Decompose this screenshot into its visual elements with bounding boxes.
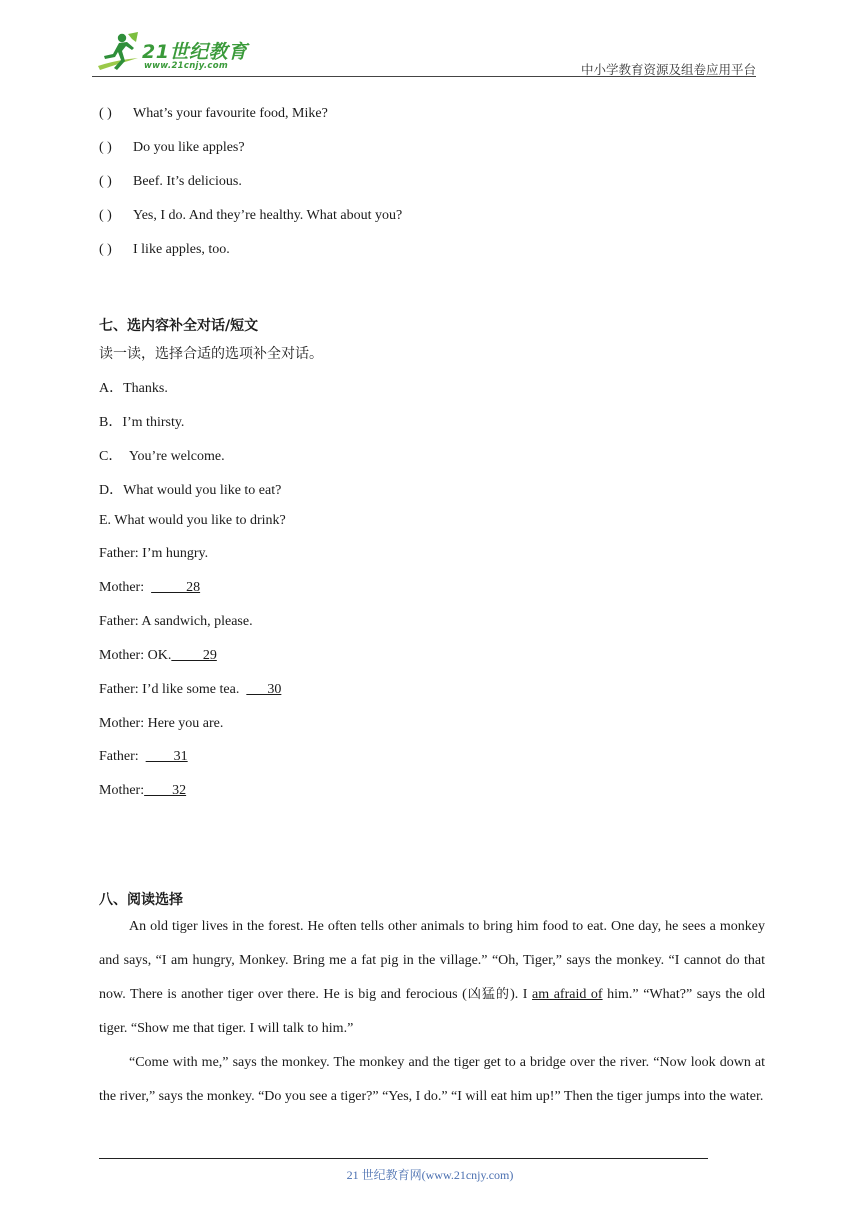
reading-paragraph: [99, 910, 765, 1046]
header-divider: [92, 76, 756, 77]
logo-url: www.21cnjy.com: [144, 61, 228, 71]
option-item: B．I’m thirsty.: [99, 415, 185, 430]
sort-item-text: Beef. It’s delicious.: [133, 174, 242, 189]
page-header: [92, 30, 756, 78]
option-item: C． You’re welcome.: [99, 449, 225, 464]
answer-blank-29[interactable]: 29: [171, 648, 217, 663]
dialogue-line: [99, 749, 188, 765]
paragraph-text: An old tiger lives in the forest. He often tells other animals to bring him food to eat. One day, he sees a monkey and says, “I am hungry, Monkey. Bring me a fat pig in the village.” “Oh, Tiger,” says the monkey. “I cannot do that now. There is another tiger over there. He is big and ferocious (: [99, 919, 765, 1002]
sort-item: [99, 208, 402, 224]
sort-item: [99, 174, 242, 190]
dialogue-speaker: Mother:: [99, 580, 152, 595]
chinese-gloss: 凶猛的: [466, 987, 511, 1002]
logo-text: 21世纪教育: [142, 41, 248, 63]
section-heading: 七、选内容补全对话/短文: [99, 318, 259, 334]
answer-paren: ( ): [99, 174, 112, 189]
sort-item: [99, 106, 328, 122]
answer-blank-32[interactable]: 32: [144, 783, 187, 798]
dialogue-line: Father: I’m hungry.: [99, 546, 209, 561]
answer-blank-31[interactable]: 31: [145, 749, 188, 764]
answer-paren: ( ): [99, 242, 112, 257]
page-footer: 21 世纪教育网(www.21cnjy.com): [346, 1168, 514, 1182]
sort-item-text: Do you like apples?: [133, 140, 245, 155]
header-platform-text: 中小学教育资源及组卷应用平台: [580, 62, 756, 77]
sort-item-text: Yes, I do. And they’re healthy. What about you?: [133, 208, 403, 223]
option-item: A．Thanks.: [99, 381, 168, 396]
dialogue-speaker: Father: I’d like some tea.: [99, 682, 247, 697]
dialogue-line: Father: A sandwich, please.: [99, 614, 253, 629]
answer-blank-28[interactable]: 28: [151, 580, 201, 595]
answer-paren: ( ): [99, 140, 112, 155]
underlined-phrase: am afraid of: [532, 987, 603, 1002]
sort-item-text: What’s your favourite food, Mike?: [133, 106, 328, 121]
sort-item-text: I like apples, too.: [133, 242, 230, 257]
option-item: E. What would you like to drink?: [99, 513, 286, 528]
paragraph-text: him.” “What?” says the old tiger. “Show me that tiger. I will talk to him.”: [99, 987, 765, 1036]
logo: [92, 30, 262, 76]
dialogue-speaker: Mother: OK.: [99, 648, 172, 663]
sort-item: [99, 140, 245, 156]
dialogue-line: [99, 682, 281, 698]
dialogue-speaker: Mother:: [99, 783, 145, 798]
answer-paren: ( ): [99, 106, 112, 121]
dialogue-line: [99, 580, 200, 596]
option-item: D．What would you like to eat?: [99, 483, 282, 498]
section-heading: 八、阅读选择: [99, 892, 183, 908]
dialogue-line: [99, 783, 186, 799]
answer-paren: ( ): [99, 208, 112, 223]
dialogue-line: Mother: Here you are.: [99, 716, 224, 731]
dialogue-line: [99, 648, 217, 664]
dialogue-speaker: Father:: [99, 749, 146, 764]
sort-item: [99, 242, 230, 258]
runner-icon: [92, 30, 142, 76]
answer-blank-30[interactable]: 30: [246, 682, 282, 697]
paragraph-text: ). I: [510, 987, 533, 1002]
section-instruction: 读一读，选择合适的选项补全对话。: [99, 346, 323, 362]
footer-divider: [99, 1158, 708, 1159]
reading-paragraph: “Come with me,” says the monkey. The monkey and the tiger get to a bridge over the river. “Now look down at the river,” says the monkey. “Do you see a tiger?” “Yes, I do.” “I will eat him up!” Then the tiger jumps into the water.: [99, 1055, 765, 1104]
